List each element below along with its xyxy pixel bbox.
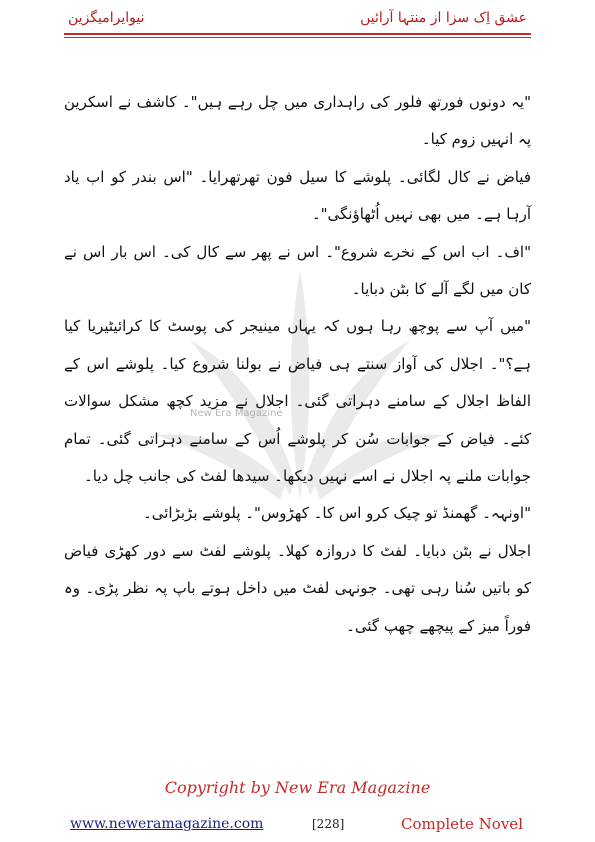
header-magazine-name: نیوایرامیگزین <box>68 10 145 26</box>
paragraph: اجلال نے بٹن دبایا۔ لفٹ کا دروازہ کھلا۔ پلوشے لفٹ سے دور کھڑی فیاض کو باتیں سُنا رہی تھی۔ جونہی لفٹ میں داخل ہوتے باپ پہ نظر پڑی۔ وہ فوراً میز کے پیچھے چھپ گئی۔ <box>64 541 531 635</box>
paragraph: "اف۔ اب اس کے نخرے شروع"۔ اس نے پھر سے کال کی۔ اس بار اس نے کان میں لگے آلے کا بٹن دبایا۔ <box>64 242 531 299</box>
header-novel-title: عشق اِک سزا از منتہا آرائیں <box>360 10 527 26</box>
paragraph: فیاض نے کال لگائی۔ پلوشے کا سیل فون تھرتھرایا۔ "اس بندر کو اب یاد آرہا ہے۔ میں بھی نہیں اُٹھاؤنگی"۔ <box>64 167 531 224</box>
paragraph: "اونہہ۔ گھمنڈ تو چیک کرو اس کا۔ کھڑوس"۔ پلوشے بڑبڑائی۔ <box>142 504 531 523</box>
paragraph: "میں آپ سے پوچھ رہا ہوں کہ یہاں مینیجر کی پوسٹ کا کرائیٹیریا کیا ہے؟"۔ اجلال کی آواز سنتے ہی فیاض نے بولنا شروع کیا۔ پلوشے اس کے الفاظ اجلال کے سامنے دہراتی گئی۔ اجلال نے مزید کچھ مشکل سوالات کئے۔ فیاض کے جوابات سُن کر پلوشے اُس کے سامنے دہراتی گئی۔ تمام جوابات ملنے پہ اجلال نے اسے نہیں دیکھا۔ سیدھا لفٹ کی جانب چل دیا۔ <box>64 317 531 486</box>
page-number: [228] <box>312 817 345 831</box>
header-divider-thin <box>64 37 531 38</box>
header-divider <box>64 33 531 35</box>
copyright-notice: Copyright by New Era Magazine <box>164 778 431 797</box>
category-label: Complete Novel <box>401 815 523 833</box>
paragraph: "یہ دونوں فورتھ فلور کی راہداری میں چل رہے ہیں"۔ کاشف نے اسکرین پہ انہیں زوم کیا۔ <box>64 93 531 149</box>
article-body <box>64 84 531 645</box>
watermark-text: New Era Magazine <box>190 408 283 419</box>
website-link[interactable]: www.neweramagazine.com <box>70 816 264 832</box>
